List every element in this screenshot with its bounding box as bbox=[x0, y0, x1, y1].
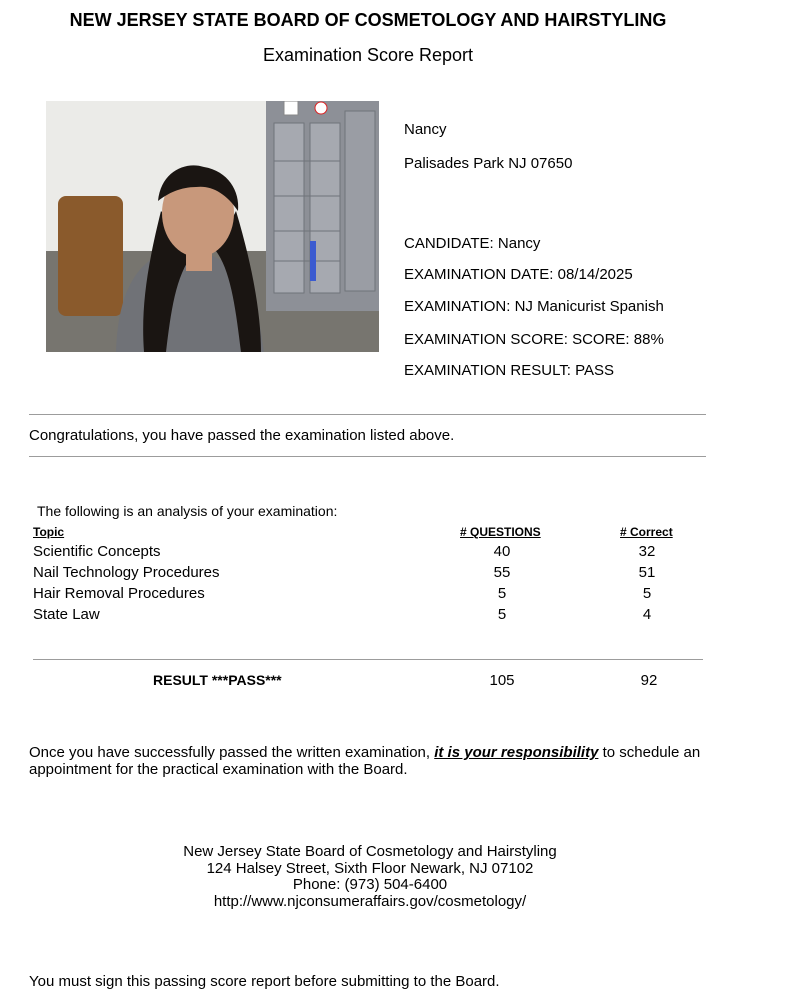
board-phone: Phone: (973) 504-6400 bbox=[292, 876, 448, 893]
candidate-line: CANDIDATE: Nancy bbox=[404, 235, 541, 252]
total-divider bbox=[33, 659, 703, 660]
table-row-correct: 5 bbox=[642, 585, 652, 602]
column-header-correct: # Correct bbox=[620, 525, 673, 539]
analysis-intro: The following is an analysis of your examination: bbox=[37, 503, 338, 519]
board-name: New Jersey State Board of Cosmetology and Hairstyling bbox=[183, 843, 557, 860]
candidate-photo bbox=[46, 101, 379, 352]
column-header-topic: Topic bbox=[33, 525, 65, 539]
table-row-questions: 5 bbox=[497, 606, 507, 623]
report-title: NEW JERSEY STATE BOARD OF COSMETOLOGY AND HAIRSTYLING bbox=[69, 10, 667, 30]
candidate-name: Nancy bbox=[404, 121, 447, 138]
candidate-address: Palisades Park NJ 07650 bbox=[404, 155, 573, 172]
table-row-questions: 5 bbox=[497, 585, 507, 602]
table-row-questions: 55 bbox=[493, 564, 511, 581]
divider-top bbox=[29, 414, 706, 415]
total-questions: 105 bbox=[489, 672, 515, 689]
total-correct: 92 bbox=[640, 672, 658, 689]
divider-bottom bbox=[29, 456, 706, 457]
table-row-topic: State Law bbox=[33, 606, 100, 623]
board-address: 124 Halsey Street, Sixth Floor Newark, NJ 07102 bbox=[206, 860, 534, 877]
signature-note: You must sign this passing score report before submitting to the Board. bbox=[29, 973, 500, 990]
instructions-paragraph bbox=[29, 744, 729, 778]
column-header-questions: # QUESTIONS bbox=[460, 525, 541, 539]
table-row-topic: Nail Technology Procedures bbox=[33, 564, 220, 581]
board-url[interactable]: http://www.njconsumeraffairs.gov/cosmetology/ bbox=[213, 893, 527, 910]
exam-result: EXAMINATION RESULT: PASS bbox=[404, 362, 615, 379]
table-row-correct: 51 bbox=[638, 564, 656, 581]
report-subtitle: Examination Score Report bbox=[262, 45, 474, 65]
table-row-correct: 4 bbox=[642, 606, 652, 623]
congratulations-text: Congratulations, you have passed the examination listed above. bbox=[29, 427, 455, 444]
table-row-topic: Scientific Concepts bbox=[33, 543, 161, 560]
responsibility-emphasis: it is your responsibility bbox=[434, 744, 599, 761]
exam-score: EXAMINATION SCORE: SCORE: 88% bbox=[404, 331, 664, 348]
exam-name: EXAMINATION: NJ Manicurist Spanish bbox=[404, 298, 664, 315]
total-result-label: RESULT ***PASS*** bbox=[153, 672, 282, 688]
instructions-text-end: to schedule an appointment for the practical examination with the Board. bbox=[29, 744, 701, 778]
instructions-text-start: Once you have successfully passed the written examination, bbox=[29, 744, 435, 761]
exam-date: EXAMINATION DATE: 08/14/2025 bbox=[404, 266, 633, 283]
table-row-topic: Hair Removal Procedures bbox=[33, 585, 205, 602]
table-row-correct: 32 bbox=[638, 543, 656, 560]
table-row-questions: 40 bbox=[493, 543, 511, 560]
